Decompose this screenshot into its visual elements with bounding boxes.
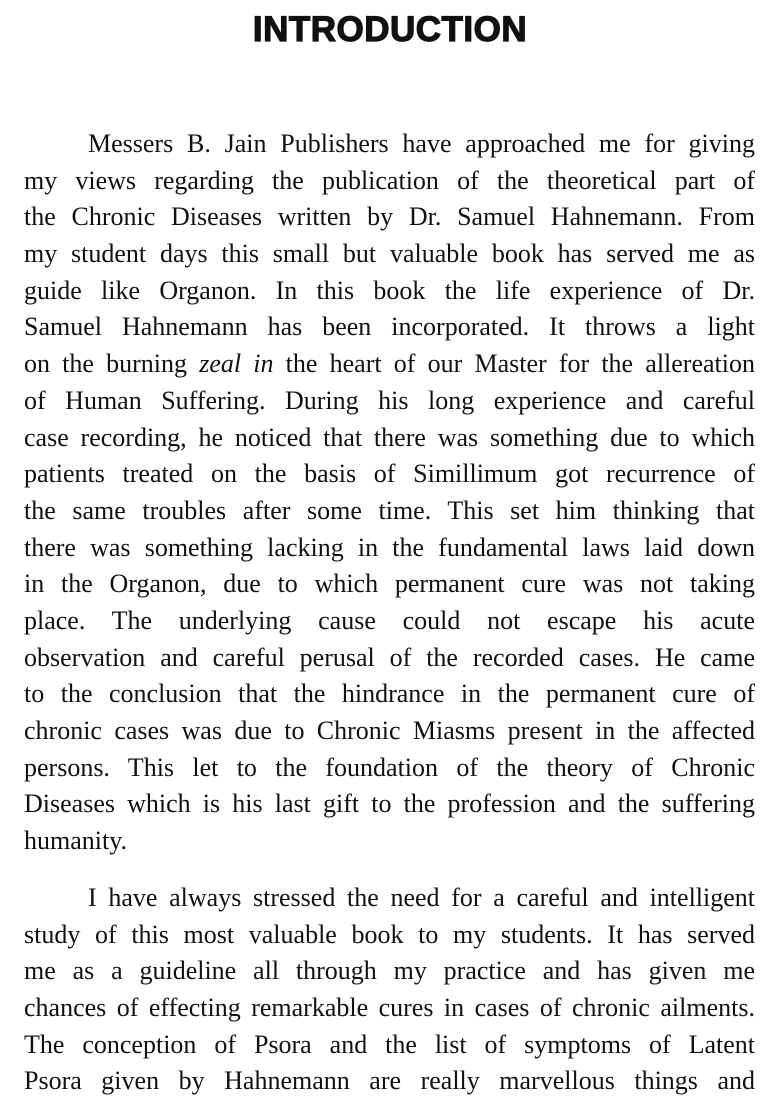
text-line: my views regarding the publication of the theoretical part of [24,165,755,195]
text-line: persons. This let to the foundation of the theory of Chronic [24,752,755,782]
text-line: the same troubles after some time. This set him thinking that [24,495,755,525]
text-line: to the conclusion that the hindrance in the permanent cure of [24,679,755,709]
text-line: case recording, he noticed that there was something due to which [24,422,755,452]
text-line: The conception of Psora and the list of symptoms of Latent [24,1029,755,1059]
text-line: of Human Suffering. During his long experience and careful [24,385,755,415]
paragraph-2 [24,880,755,1100]
text-segment: the heart of our Master for the allereation [273,349,755,379]
text-line: Psora given by Hahnemann are really marvellous things and [24,1066,755,1096]
text-line: me as a guideline all through my practice and has given me [24,956,755,986]
text-line: my student days this small but valuable book has served me as [24,239,755,269]
text-line: chronic cases was due to Chronic Miasms present in the affected [24,716,755,745]
page-title: INTRODUCTION [252,10,528,49]
text-segment: on the burning [24,349,200,379]
text-line: Messers B. Jain Publishers have approached me for giving [88,129,755,158]
text-line: Diseases which is his last gift to the profession and the suffering [24,789,755,819]
text-line: Samuel Hahnemann has been incorporated. It throws a light [24,312,755,342]
text-line: study of this most valuable book to my students. It has served [24,919,755,949]
text-line: patients treated on the basis of Simillimum got recurrence of [24,459,755,489]
text-line: observation and careful perusal of the recorded cases. He came [24,642,755,672]
text-line: chances of effecting remarkable cures in cases of chronic ailments. [24,993,755,1023]
text-line: place. The underlying cause could not escape his acute [24,605,755,635]
text-line [24,346,755,383]
italic-text: zeal in [199,349,274,379]
paragraph-1 [24,126,755,860]
text-line: the Chronic Diseases written by Dr. Samuel Hahnemann. From [24,202,755,232]
text-line: I have always stressed the need for a careful and intelligent [88,883,755,912]
text-line: there was something lacking in the fundamental laws laid down [24,532,755,562]
text-line: guide like Organon. In this book the life experience of Dr. [24,275,755,305]
text-line: in the Organon, due to which permanent cure was not taking [24,569,755,599]
text-line: humanity. [24,826,128,856]
